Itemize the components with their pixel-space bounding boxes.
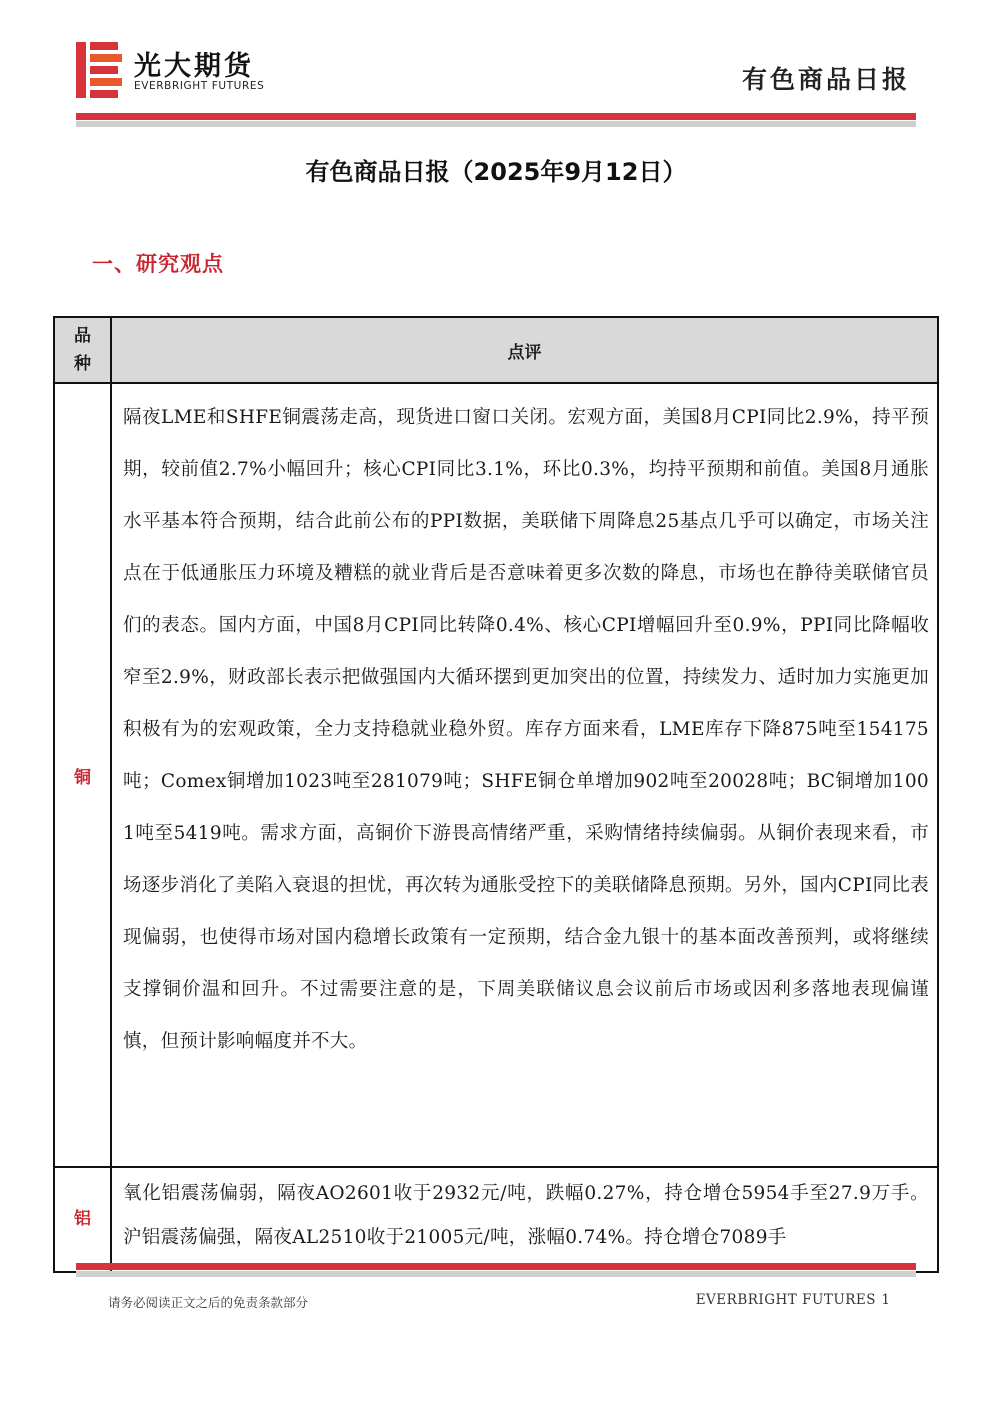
- company-logo: [76, 42, 286, 102]
- page-number: 1: [881, 1292, 890, 1308]
- logo-english-name: EVERBRIGHT FUTURES: [134, 80, 265, 92]
- comment-cell: 氧化铝震荡偏弱，隔夜AO2601收于2932元/吨，跌幅0.27%，持仓增仓5954手至27.9万手。沪铝震荡偏强，隔夜AL2510收于21005元/吨，涨幅0.74%。持仓增仓7089手: [123, 1183, 929, 1248]
- logo-chinese-name: 光大期货: [134, 51, 254, 82]
- comment-cell: 隔夜LME和SHFE铜震荡走高，现货进口窗口关闭。宏观方面，美国8月CPI同比2.9%，持平预期，较前值2.7%小幅回升；核心CPI同比3.1%，环比0.3%，均持平预期和前值。美国8月通胀水平基本符合预期，结合此前公布的PPI数据，美联储下周降息25基点几乎可以确定，市场关注点在于低通胀压力环境及糟糕的就业背后是否意味着更多次数的降息，市场也在静待美联储官员们的表态。国内方面，中国8月CPI同比转降0.4%、核心CPI增幅回升至0.9%，PPI同比降幅收窄至2.9%，财政部长表示把做强国内大循环摆到更加突出的位置，持续发力、适时加力实施更加积极有为的宏观政策，全力支持稳就业稳外贸。库存方面来看，LME库存下降875吨至154175吨；Comex铜增加1023吨至281079吨；SHFE铜仓单增加902吨至20028吨；BC铜增加1001吨至5419吨。需求方面，高铜价下游畏高情绪严重，采购情绪持续偏弱。从铜价表现来看，市场逐步消化了美陷入衰退的担忧，再次转为通胀受控下的美联储降息预期。另外，国内CPI同比表现偏弱，也使得市场对国内稳增长政策有一定预期，结合金九银十的基本面改善预判，或将继续支撑铜价温和回升。不过需要注意的是，下周美联储议息会议前后市场或因利多落地表现偏谨慎，但预计影响幅度并不大。: [123, 407, 929, 1052]
- document-title: 有色商品日报（2025年9月12日）: [305, 158, 687, 186]
- table-header: [55, 318, 937, 384]
- column-header-comment: 点评: [507, 342, 542, 363]
- footer-brand: EVERBRIGHT FUTURES: [695, 1292, 876, 1308]
- column-header-product: 品种: [55, 318, 112, 382]
- product-name-cell: 铜: [55, 384, 112, 1166]
- research-table: [53, 316, 939, 1273]
- table-row-aluminum: [55, 1168, 937, 1273]
- everbright-logo-icon: [76, 42, 122, 98]
- section-heading: 一、研究观点: [92, 252, 224, 276]
- footer-divider-shadow: [76, 1271, 916, 1277]
- report-name: 有色商品日报: [741, 65, 910, 94]
- table-row-copper: [55, 384, 937, 1168]
- footer-divider: [76, 1263, 916, 1270]
- product-name-cell: 铝: [55, 1168, 112, 1273]
- header-divider: [76, 113, 916, 120]
- header-divider-shadow: [76, 121, 916, 127]
- footer-disclaimer: 请务必阅读正文之后的免责条款部分: [108, 1295, 309, 1310]
